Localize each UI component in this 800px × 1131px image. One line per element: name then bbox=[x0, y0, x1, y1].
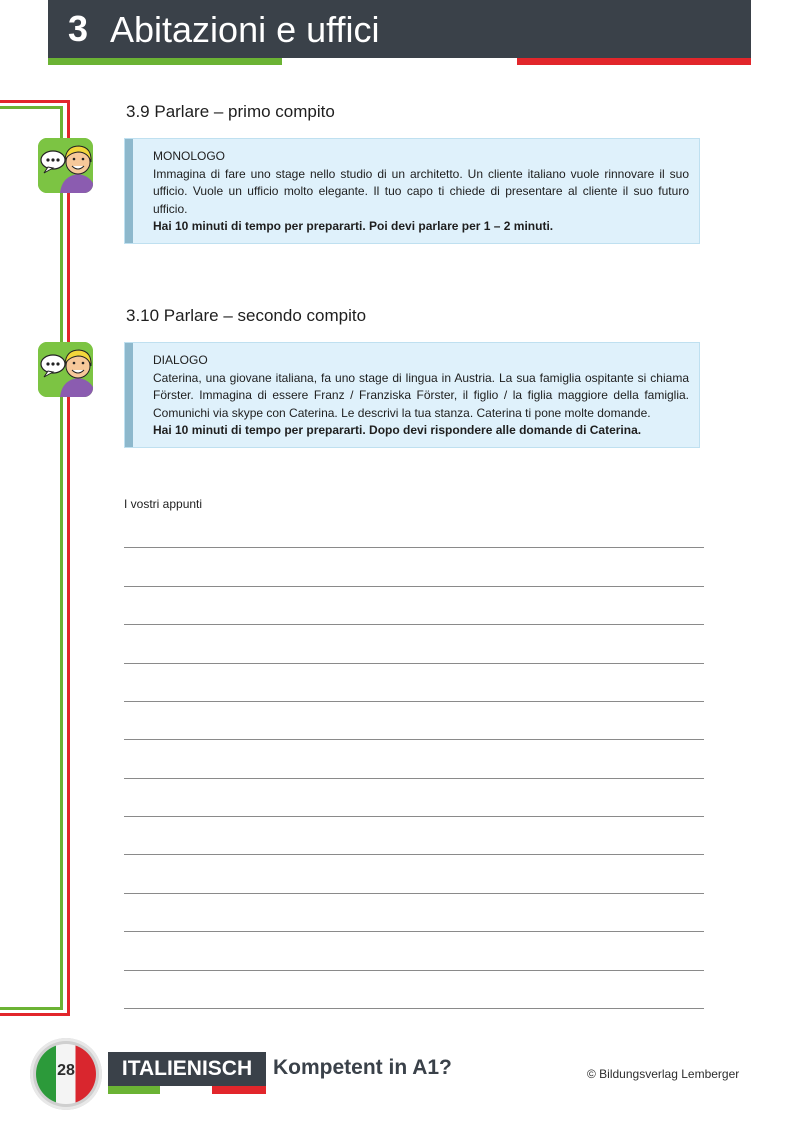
chapter-header bbox=[48, 0, 751, 58]
left-bracket-green bbox=[0, 106, 63, 1010]
brand-red-stripe bbox=[212, 1086, 266, 1094]
brand-green-stripe bbox=[108, 1086, 160, 1094]
task-instruction: Hai 10 minuti di tempo per prepararti. Dopo devi rispondere alle domande di Caterina. bbox=[153, 423, 642, 437]
note-line[interactable] bbox=[124, 663, 704, 664]
task-instruction: Hai 10 minuti di tempo per prepararti. Poi devi parlare per 1 – 2 minuti. bbox=[153, 219, 554, 233]
chapter-number: 3 bbox=[68, 8, 89, 49]
brand-label: ITALIENISCH bbox=[108, 1052, 266, 1086]
task-label: DIALOGO bbox=[153, 353, 208, 367]
notes-label: I vostri appunti bbox=[124, 497, 203, 511]
page-number-badge bbox=[30, 1038, 102, 1110]
footer-tagline: Kompetent in A1? bbox=[273, 1056, 452, 1079]
note-line[interactable] bbox=[124, 547, 704, 548]
task-box-monologue bbox=[124, 138, 700, 244]
header-red-stripe bbox=[517, 58, 751, 65]
note-line[interactable] bbox=[124, 1008, 704, 1009]
note-line[interactable] bbox=[124, 893, 704, 894]
note-line[interactable] bbox=[124, 624, 704, 625]
note-line[interactable] bbox=[124, 701, 704, 702]
section-title-3-10: 3.10 Parlare – secondo compito bbox=[126, 306, 367, 325]
page-number: 28 bbox=[57, 1062, 75, 1079]
copyright-text: © Bildungsverlag Lemberger bbox=[587, 1067, 740, 1081]
speaking-person-icon bbox=[38, 138, 93, 193]
header-green-stripe bbox=[48, 58, 282, 65]
note-line[interactable] bbox=[124, 931, 704, 932]
note-line[interactable] bbox=[124, 970, 704, 971]
note-line[interactable] bbox=[124, 586, 704, 587]
section-title-3-9: 3.9 Parlare – primo compito bbox=[126, 102, 335, 121]
note-line[interactable] bbox=[124, 816, 704, 817]
note-line[interactable] bbox=[124, 739, 704, 740]
speaking-person-icon bbox=[38, 342, 93, 397]
task-label: MONOLOGO bbox=[153, 149, 226, 163]
note-line[interactable] bbox=[124, 854, 704, 855]
chapter-title: Abitazioni e uffici bbox=[110, 9, 380, 50]
task-box-dialogue bbox=[124, 342, 700, 448]
note-line[interactable] bbox=[124, 778, 704, 779]
task-body: Immagina di fare uno stage nello studio di un architetto. Un cliente italiano vuole rinnovare il suo ufficio. Vuole un ufficio molto elegante. Il tuo capo ti chiede di presentare al cliente il suo futuro ufficio. bbox=[153, 166, 689, 216]
task-body: Caterina, una giovane italiana, fa uno stage di lingua in Austria. La sua famiglia ospitante si chiama Förster. Immagina di essere Franz / Franziska Förster, il figlio / la figlia maggiore della famiglia. Comunichi via skype con Caterina. Le descrivi la tua stanza. Caterina ti pone molte domande. bbox=[153, 370, 689, 420]
